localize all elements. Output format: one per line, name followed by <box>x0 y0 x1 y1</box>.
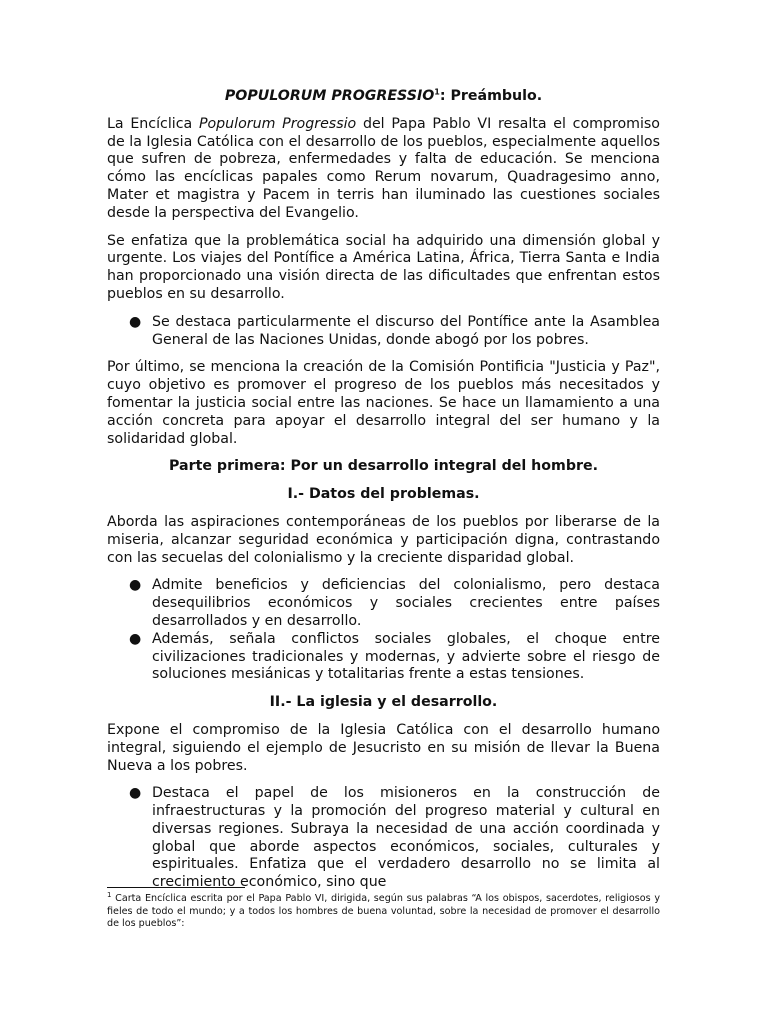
footnote-separator <box>107 887 245 888</box>
list-item: ● Se destaca particularmente el discurso del Pontífice ante la Asamblea General de las Naciones Unidas, donde abogó por los pobres. <box>129 313 660 348</box>
bullet-icon: ● <box>129 785 142 802</box>
intro-paragraph-1: La Encíclica Populorum Progressio del Papa Pablo VI resalta el compromiso de la Iglesia Católica con el desarrollo de los pueblos, especialmente aquellos que sufren de pobreza, enfermedades y falta de educación. Se menciona cómo las encíclicas papales como Rerum novarum, Quadragesimo anno, Mater et magistra y Pacem in terris han iluminado las cuestiones sociales desde la perspectiva del Evangelio. <box>107 115 660 221</box>
section1-paragraph: Aborda las aspiraciones contemporáneas de los pueblos por liberarse de la miseria, alcanzar seguridad económica y participación digna, contrastando con las secuelas del colonialismo y la creciente disparidad global. <box>107 513 660 566</box>
list-item: ● Admite beneficios y deficiencias del colonialismo, pero destaca desequilibrios económicos y sociales crecientes entre países desarrollados y en desarrollo. <box>129 577 660 629</box>
list-item: ● Además, señala conflictos sociales globales, el choque entre civilizaciones tradicionales y modernas, y advierte sobre el riesgo de soluciones mesiánicas y totalitarias frente a estas tensiones. <box>129 630 660 683</box>
part-heading: Parte primera: Por un desarrollo integral del hombre. <box>169 458 598 475</box>
intro-paragraph-2: Se enfatiza que la problemática social ha adquirido una dimensión global y urgente. Los viajes del Pontífice a América Latina, África, Tierra Santa e India han proporcionado una visión directa de las dificultades que enfrentan estos pueblos en su desarrollo. <box>107 232 660 302</box>
page-title <box>107 88 660 106</box>
section-heading-2: II.- La iglesia y el desarrollo. <box>269 694 498 711</box>
intro-bullet-list <box>107 314 660 350</box>
footnote-ref[interactable]: 1 <box>434 87 440 97</box>
section-heading-1: I.- Datos del problemas. <box>287 486 480 503</box>
section2-paragraph: Expone el compromiso de la Iglesia Católica con el desarrollo humano integral, siguiendo el ejemplo de Jesucristo en su misión de llevar la Buena Nueva a los pobres. <box>107 721 660 774</box>
footnote-marker: 1 <box>107 890 112 899</box>
section2-bullet-list <box>107 785 660 892</box>
intro-paragraph-3: Por último, se menciona la creación de la Comisión Pontificia "Justicia y Paz", cuyo objetivo es promover el progreso de los pueblos más necesitados y fomentar la justicia social entre las naciones. Se hace un llamamiento a una acción concreta para apoyar el desarrollo integral del ser humano y la solidaridad global. <box>107 359 660 447</box>
bullet-icon: ● <box>129 630 142 647</box>
document-body <box>107 88 660 902</box>
encyclical-name: Populorum Progressio <box>198 115 357 132</box>
bullet-icon: ● <box>129 577 142 594</box>
title-italic: POPULORUM PROGRESSIO <box>224 88 435 104</box>
list-item: ● Destaca el papel de los misioneros en la construcción de infraestructuras y la promoción del progreso material y cultural en diversas regiones. Subraya la necesidad de una acción coordinada y global que aborde aspectos económicos, sociales, culturales y espirituales. Enfatiza que el verdadero desarrollo no se limita al crecimiento económico, sino que <box>129 785 660 891</box>
footnote <box>107 890 660 931</box>
bullet-icon: ● <box>129 313 142 330</box>
footnote-text: Carta Encíclica escrita por el Papa Pablo VI, dirigida, según sus palabras “A los obispos, sacerdotes, religiosos y fieles de todo el mundo; y a todos los hombres de buena voluntad, sobre la necesidad de promover el desarrollo de los pueblos”: <box>107 893 660 930</box>
title-rest: : Preámbulo. <box>439 88 543 104</box>
section1-bullet-list <box>107 577 660 684</box>
